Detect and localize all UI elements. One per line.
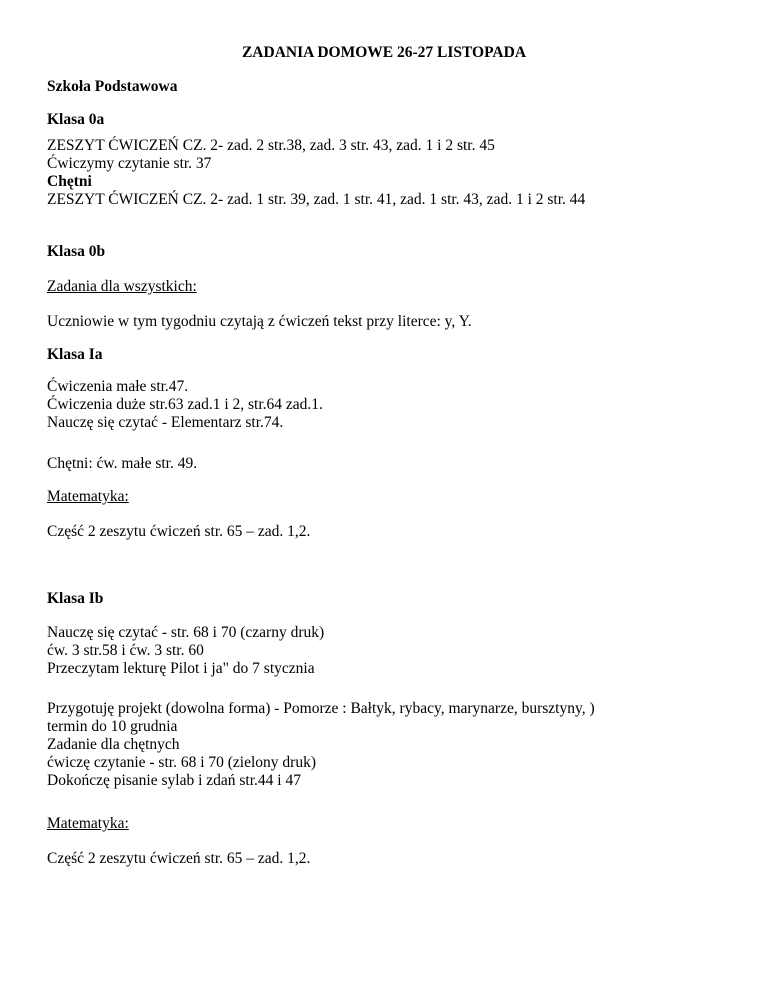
klasa-ib-line-7: ćwiczę czytanie - str. 68 i 70 (zielony druk) xyxy=(47,754,316,771)
school-heading: Szkoła Podstawowa xyxy=(47,78,178,95)
klasa-ib-line-1: Nauczę się czytać - str. 68 i 70 (czarny druk) xyxy=(47,624,325,641)
klasa-ia-heading: Klasa Ia xyxy=(47,346,103,363)
klasa-ia-math-line: Część 2 zeszytu ćwiczeń str. 65 – zad. 1,2. xyxy=(47,523,311,540)
klasa-0a-volunteers-label: Chętni xyxy=(47,173,92,190)
klasa-ib-line-8: Dokończę pisanie sylab i zdań str.44 i 47 xyxy=(47,772,301,789)
klasa-ia-line-3: Nauczę się czytać - Elementarz str.74. xyxy=(47,414,284,431)
klasa-ib-line-6: Zadanie dla chętnych xyxy=(47,736,180,753)
klasa-0a-heading: Klasa 0a xyxy=(47,111,105,128)
klasa-ia-line-4: Chętni: ćw. małe str. 49. xyxy=(47,455,198,472)
klasa-ib-math-line: Część 2 zeszytu ćwiczeń str. 65 – zad. 1,2. xyxy=(47,850,311,867)
document-title: ZADANIA DOMOWE 26-27 LISTOPADA xyxy=(241,44,527,61)
klasa-ib-line-2: ćw. 3 str.58 i ćw. 3 str. 60 xyxy=(47,642,204,659)
klasa-ia-line-2: Ćwiczenia duże str.63 zad.1 i 2, str.64 zad.1. xyxy=(47,396,323,413)
klasa-ib-line-5: termin do 10 grudnia xyxy=(47,718,178,735)
klasa-0a-line-1: ZESZYT ĆWICZEŃ CZ. 2- zad. 2 str.38, zad. 3 str. 43, zad. 1 i 2 str. 45 xyxy=(47,137,495,154)
klasa-0b-subheading: Zadania dla wszystkich: xyxy=(47,278,197,295)
klasa-ib-heading: Klasa Ib xyxy=(47,590,104,607)
klasa-0b-heading: Klasa 0b xyxy=(47,243,106,260)
klasa-ia-line-1: Ćwiczenia małe str.47. xyxy=(47,378,189,395)
klasa-0b-line-1: Uczniowie w tym tygodniu czytają z ćwiczeń tekst przy literce: y, Y. xyxy=(47,313,472,330)
klasa-ia-math-label: Matematyka: xyxy=(47,488,129,505)
klasa-ib-line-4: Przygotuję projekt (dowolna forma) - Pomorze : Bałtyk, rybacy, marynarze, bursztyny, ) xyxy=(47,700,595,717)
klasa-0a-line-2: Ćwiczymy czytanie str. 37 xyxy=(47,155,212,172)
klasa-0a-line-3: ZESZYT ĆWICZEŃ CZ. 2- zad. 1 str. 39, zad. 1 str. 41, zad. 1 str. 43, zad. 1 i 2 str. 44 xyxy=(47,191,586,208)
klasa-ib-line-3: Przeczytam lekturę Pilot i ja" do 7 stycznia xyxy=(47,660,315,677)
klasa-ib-math-label: Matematyka: xyxy=(47,815,129,832)
